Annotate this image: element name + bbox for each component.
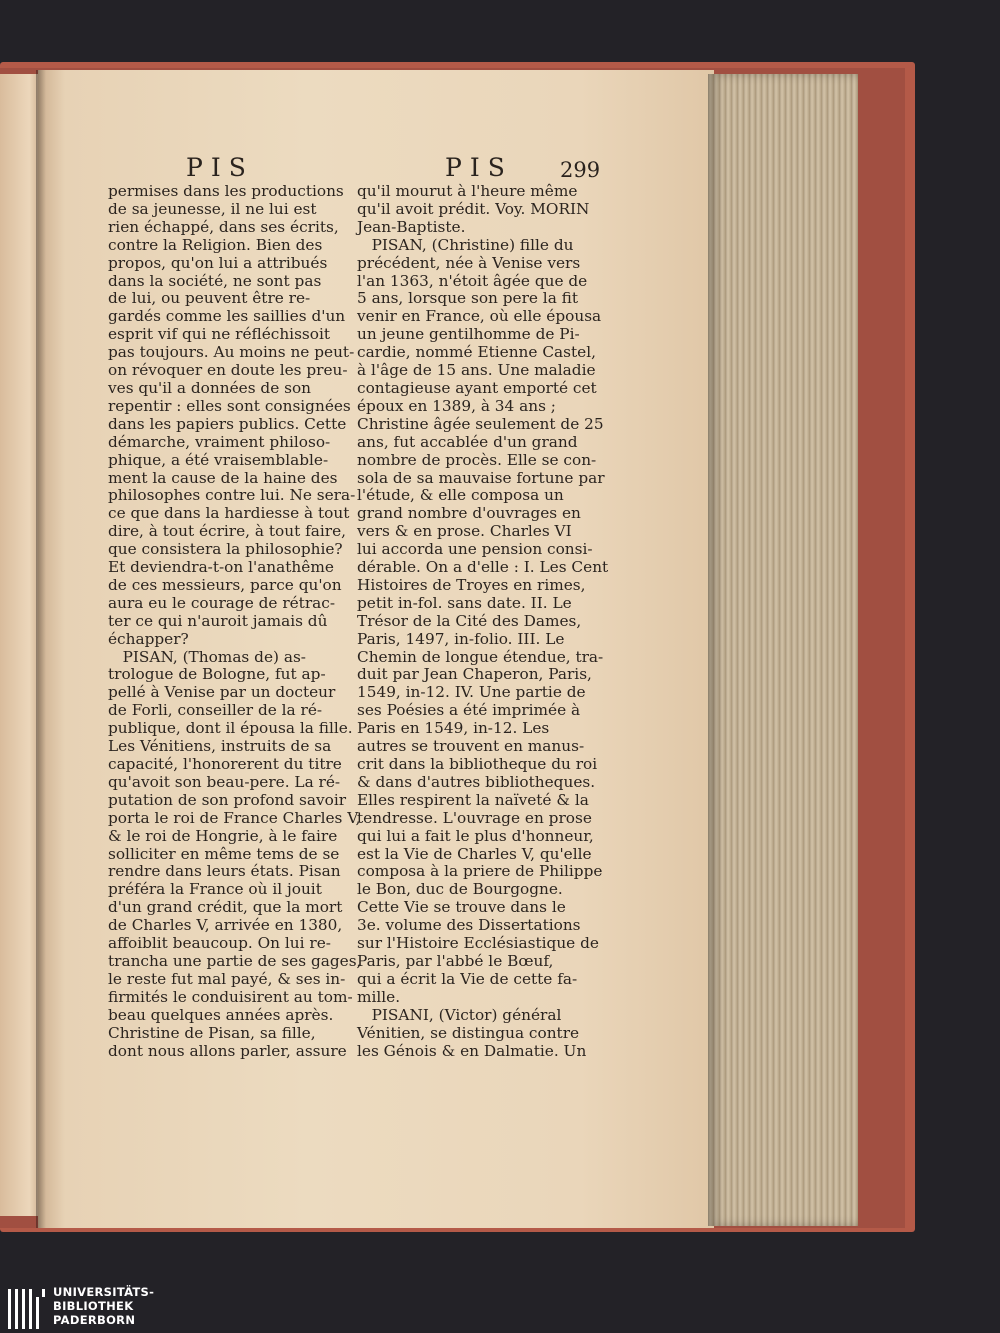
logo-line-3: PADERBORN [53, 1313, 136, 1327]
text-line: gardés comme les saillies d'un [108, 307, 346, 326]
text-line: composa à la priere de Philippe [357, 862, 603, 881]
text-line: qui a écrit la Vie de cette fa- [357, 969, 578, 988]
text-line: échapper? [108, 629, 189, 648]
text-line: Et deviendra-t-on l'anathême [108, 558, 334, 577]
text-line: lui accorda une pension consi- [357, 540, 593, 559]
text-line: ves qu'il a données de son [108, 378, 312, 397]
text-line: dérable. On a d'elle : I. Les Cent [357, 558, 609, 577]
text-line: ans, fut accablée d'un grand [357, 432, 578, 451]
text-line: publique, dont il épousa la fille. [108, 719, 353, 738]
text-line: Les Vénitiens, instruits de sa [108, 737, 332, 756]
text-line: autres se trouvent en manus- [357, 737, 585, 756]
text-line: dans la société, ne sont pas [108, 271, 322, 290]
text-line: capacité, l'honorerent du titre [108, 755, 342, 773]
library-logo-text [53, 1285, 154, 1327]
text-line: qu'il mourut à l'heure même [357, 182, 578, 200]
text-line: Cette Vie se trouve dans le [357, 898, 566, 917]
text-line: crit dans la bibliotheque du roi [357, 755, 598, 773]
text-line: qu'il avoit prédit. Voy. MORIN [357, 199, 590, 218]
text-line: duit par Jean Chaperon, Paris, [357, 665, 592, 684]
logo-line-2: BIBLIOTHEK [53, 1299, 134, 1313]
text-line: repentir : elles sont consignées [108, 396, 351, 415]
text-line: nombre de procès. Elle se con- [357, 450, 597, 469]
text-line: qui lui a fait le plus d'honneur, [357, 826, 594, 845]
text-line: de Charles V, arrivée en 1380, [108, 916, 343, 935]
text-line: philosophes contre lui. Ne sera- [108, 486, 356, 505]
text-line: 3e. volume des Dissertations [357, 916, 581, 935]
text-line: grand nombre d'ouvrages en [357, 504, 581, 523]
text-line: contagieuse ayant emporté cet [357, 378, 597, 397]
text-line: Vénitien, se distingua contre [357, 1023, 580, 1042]
text-line: Paris, 1497, in-folio. III. Le [357, 629, 565, 648]
text-line: esprit vif qui ne réfléchissoit [108, 325, 331, 344]
text-line: PISANI, (Victor) général [357, 1005, 562, 1024]
text-line: l'étude, & elle composa un [357, 486, 564, 505]
text-line: solliciter en même tems de se [108, 844, 340, 863]
text-line: beau quelques années après. [108, 1005, 334, 1024]
text-line: époux en 1389, à 34 ans ; [357, 396, 556, 415]
text-line: le Bon, duc de Bourgogne. [357, 880, 563, 899]
text-line: trologue de Bologne, fut ap- [108, 665, 326, 684]
text-line: de Forli, conseiller de la ré- [108, 701, 323, 720]
text-line: porta le roi de France Charles V, [108, 808, 361, 827]
text-line: Histoires de Troyes en rimes, [357, 575, 586, 594]
text-line: pellé à Venise par un docteur [108, 683, 336, 702]
running-head-left: PIS [186, 153, 254, 182]
text-line: ment la cause de la haine des [108, 468, 338, 487]
text-line: dans les papiers publics. Cette [108, 414, 347, 433]
text-line: d'un grand crédit, que la mort [108, 898, 343, 917]
text-line: Christine de Pisan, sa fille, [108, 1023, 316, 1042]
text-column-left [108, 183, 361, 1060]
text-column-right [357, 183, 608, 1060]
text-line: on révoquer en doute les preu- [108, 361, 348, 380]
running-head-right: PIS [445, 153, 513, 182]
text-line: venir en France, où elle épousa [357, 307, 602, 326]
text-line: rendre dans leurs états. Pisan [108, 862, 341, 881]
text-line: de ces messieurs, parce qu'on [108, 575, 342, 594]
text-line: ce que dans la hardiesse à tout [108, 504, 350, 523]
text-line: propos, qu'on lui a attribués [108, 253, 328, 272]
text-line: permises dans les productions [108, 182, 344, 200]
text-line: 5 ans, lorsque son pere la fit [357, 289, 579, 308]
text-line: vers & en prose. Charles VI [357, 522, 572, 541]
text-line: Elles respirent la naïveté & la [357, 790, 589, 809]
text-line: Paris, par l'abbé le Bœuf, [357, 951, 554, 970]
text-line: PISAN, (Christine) fille du [357, 235, 574, 254]
logo-line-1: UNIVERSITÄTS- [53, 1285, 155, 1299]
text-line: dire, à tout écrire, à tout faire, [108, 522, 346, 541]
text-line: précédent, née à Venise vers [357, 253, 581, 272]
text-line: aura eu le courage de rétrac- [108, 593, 335, 612]
text-line: Trésor de la Cité des Dames, [357, 611, 582, 630]
text-line: l'an 1363, n'étoit âgée que de [357, 271, 588, 290]
text-line: préféra la France où il jouit [108, 880, 322, 899]
text-line: dont nous allons parler, assure [108, 1041, 347, 1060]
text-line: 1549, in-12. IV. Une partie de [357, 683, 586, 702]
text-line: cardie, nommé Etienne Castel, [357, 343, 596, 362]
text-line: putation de son profond savoir [108, 790, 347, 809]
text-line: Chemin de longue étendue, tra- [357, 647, 604, 666]
text-line: pas toujours. Au moins ne peut- [108, 343, 355, 362]
page-edges [708, 74, 858, 1226]
text-line: tendresse. L'ouvrage en prose [357, 808, 592, 827]
library-logo-icon [6, 1287, 46, 1331]
text-line: le reste fut mal payé, & ses in- [108, 969, 346, 988]
text-line: trancha une partie de ses gages, [108, 951, 362, 970]
text-line: & le roi de Hongrie, à le faire [108, 826, 338, 845]
text-line: & dans d'autres bibliotheques. [357, 772, 596, 791]
text-line: contre la Religion. Bien des [108, 235, 323, 254]
text-line: Jean-Baptiste. [357, 217, 466, 236]
text-line: mille. [357, 987, 401, 1006]
text-line: ter ce qui n'auroit jamais dû [108, 611, 328, 630]
page-gutter [36, 70, 46, 1228]
text-line: qu'avoit son beau-pere. La ré- [108, 772, 341, 791]
text-line: affoiblit beaucoup. On lui re- [108, 934, 331, 953]
text-line: Paris en 1549, in-12. Les [357, 719, 550, 738]
text-line: sur l'Histoire Ecclésiastique de [357, 934, 599, 953]
text-line: que consistera la philosophie? [108, 540, 343, 559]
text-line: à l'âge de 15 ans. Une maladie [357, 361, 596, 380]
text-line: phique, a été vraisemblable- [108, 450, 329, 469]
text-line: petit in-fol. sans date. II. Le [357, 593, 572, 612]
text-line: les Génois & en Dalmatie. Un [357, 1041, 587, 1060]
text-line: ses Poésies a été imprimée à [357, 701, 581, 720]
text-line: un jeune gentilhomme de Pi- [357, 325, 580, 344]
text-line: firmités le conduisirent au tom- [108, 987, 353, 1006]
text-line: de sa jeunesse, il ne lui est [108, 199, 317, 218]
text-line: sola de sa mauvaise fortune par [357, 468, 605, 487]
page-number: 299 [560, 158, 601, 182]
text-line: Christine âgée seulement de 25 [357, 414, 604, 433]
text-line: de lui, ou peuvent être re- [108, 289, 311, 308]
text-line: PISAN, (Thomas de) as- [108, 647, 306, 666]
text-line: est la Vie de Charles V, qu'elle [357, 844, 592, 863]
text-line: rien échappé, dans ses écrits, [108, 217, 339, 236]
text-line: démarche, vraiment philoso- [108, 432, 331, 451]
